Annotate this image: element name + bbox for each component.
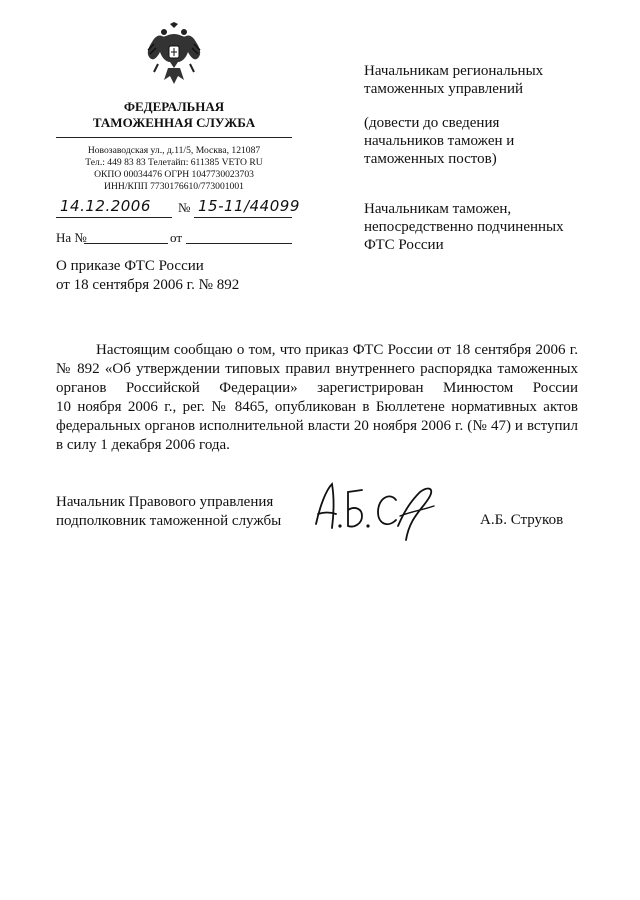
reference-date-underline — [186, 243, 292, 244]
date-underline — [56, 217, 172, 218]
inn-kpp-line: ИНН/КПП 7730176610/773001001 — [104, 181, 244, 192]
reference-date-label: от — [170, 230, 183, 245]
addressee-line: ФТС России — [364, 237, 444, 253]
address-line: Новозаводская ул., д.11/5, Москва, 121087 — [87, 145, 261, 156]
phone-line: Тел.: 449 83 83 Телетайп: 611385 VETO RU — [85, 157, 263, 168]
number-sign: № — [178, 200, 191, 215]
header-divider — [56, 137, 292, 138]
signatory-rank: подполковник таможенной службы — [56, 513, 282, 529]
handwritten-date: 14.12.2006 — [60, 197, 151, 215]
body-line: 10 ноября 2006 г., рег. № 8465, опубликован в Бюллетене нормативных актов — [56, 399, 578, 415]
subject-line: О приказе ФТС России — [56, 258, 204, 274]
number-underline — [194, 217, 292, 218]
addressee-line: таможенных постов) — [364, 151, 497, 167]
signatory-name: А.Б. Струков — [480, 512, 564, 528]
handwritten-signature — [310, 476, 440, 546]
addressee-line: таможенных управлений — [364, 81, 524, 97]
body-line: № 892 «Об утверждении типовых правил внутреннего распорядка таможенных — [56, 361, 578, 377]
reference-number-underline — [84, 243, 168, 244]
subject-line: от 18 сентября 2006 г. № 892 — [56, 277, 240, 293]
organization-name-line2: ТАМОЖЕННАЯ СЛУЖБА — [92, 115, 256, 130]
organization-name-line1: ФЕДЕРАЛЬНАЯ — [123, 99, 225, 114]
body-line: Настоящим сообщаю о том, что приказ ФТС России от 18 сентября 2006 г. — [96, 342, 578, 358]
addressee-line: начальников таможен и — [364, 133, 515, 149]
reference-number-label: На № — [56, 230, 87, 245]
handwritten-number: 15-11/44099 — [198, 197, 300, 215]
signatory-position: Начальник Правового управления — [56, 494, 274, 510]
coat-of-arms-icon — [144, 22, 204, 86]
okpo-ogrn-line: ОКПО 00034476 ОГРН 1047730023703 — [94, 169, 254, 180]
body-line: федеральных органов исполнительной власти 20 ноября 2006 г. (№ 47) и вступил — [56, 418, 578, 434]
addressee-line: Начальникам таможен, — [364, 201, 512, 217]
body-line: органов Российской Федерации» зарегистрирован Минюстом России — [56, 380, 578, 396]
body-line: в силу 1 декабря 2006 года. — [56, 437, 230, 453]
addressee-line: (довести до сведения — [364, 115, 500, 131]
addressee-line: непосредственно подчиненных — [364, 219, 564, 235]
addressee-line: Начальникам региональных — [364, 63, 544, 79]
